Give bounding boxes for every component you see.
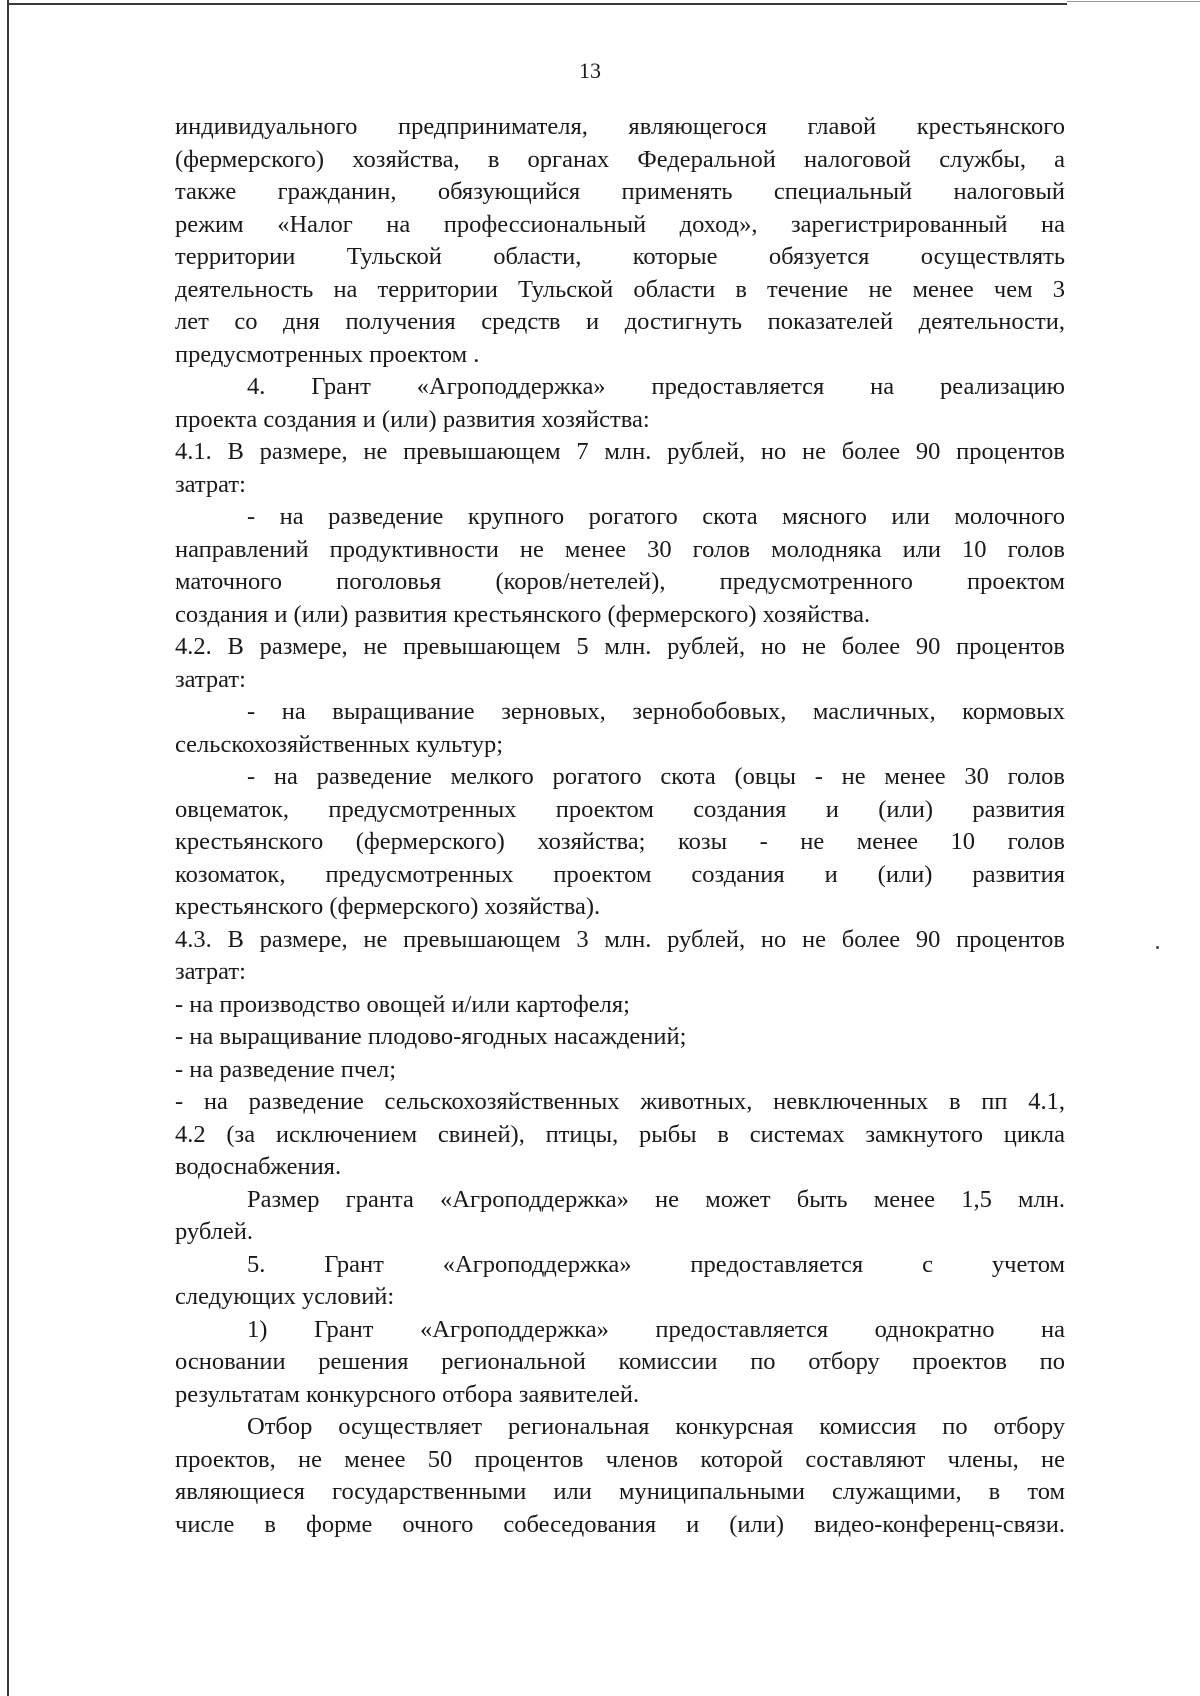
text-line: (фермерского) хозяйства, в органах Федеральной налоговой службы, а [175, 145, 1065, 173]
text-line: следующих условий: [175, 1283, 395, 1310]
text-line: территории Тульской области, которые обязуется осуществлять [175, 243, 1065, 270]
text-line: 1) Грант «Агроподдержка» предоставляется однократно на [247, 1315, 1065, 1343]
text-line: являющиеся государственными или муниципальными служащими, в том [175, 1478, 1065, 1505]
text-line: - на разведение сельскохозяйственных животных, невключенных в пп 4.1, [175, 1088, 1065, 1115]
scan-speck [1156, 946, 1159, 949]
text-line: 4.1. В размере, не превышающем 7 млн. рублей, но не более 90 процентов [175, 438, 1065, 465]
text-line: маточного поголовья (коров/нетелей), предусмотренного проектом [175, 568, 1065, 595]
text-line: 4.2 (за исключением свиней), птицы, рыбы в системах замкнутого цикла [175, 1120, 1065, 1148]
text-line: Отбор осуществляет региональная конкурсная комиссия по отбору [247, 1413, 1065, 1440]
text-line: крестьянского (фермерского) хозяйства). [175, 893, 601, 920]
text-line: крестьянского (фермерского) хозяйства; козы - не менее 10 голов [175, 828, 1065, 855]
text-line: овцематок, предусмотренных проектом создания и (или) развития [175, 795, 1065, 823]
text-line: числе в форме очного собеседования и (или) видео-конференц-связи. [175, 1510, 1065, 1538]
text-line: затрат: [175, 958, 246, 985]
scan-border-top-right [1067, 1, 1200, 2]
text-line: проекта создания и (или) развития хозяйства: [175, 405, 650, 433]
text-line: Размер гранта «Агроподдержка» не может быть менее 1,5 млн. [247, 1185, 1065, 1213]
scan-border-top [7, 3, 1067, 5]
text-line: рублей. [175, 1218, 254, 1245]
text-line: сельскохозяйственных культур; [175, 730, 504, 758]
text-line: - на выращивание зерновых, зернобобовых, масличных, кормовых [247, 698, 1065, 725]
text-line: основании решения региональной комиссии по отбору проектов по [175, 1348, 1065, 1375]
text-line: - на разведение пчел; [175, 1055, 397, 1083]
text-line: - на разведение мелкого рогатого скота (овцы - не менее 30 голов [247, 763, 1065, 790]
text-line: козоматок, предусмотренных проектом создания и (или) развития [175, 860, 1065, 888]
page-number: 13 [579, 58, 601, 83]
text-line: деятельность на территории Тульской области в течение не менее чем 3 [175, 275, 1065, 303]
text-line: также гражданин, обязующийся применять специальный налоговый [175, 178, 1065, 205]
text-line: 4.3. В размере, не превышающем 3 млн. рублей, но не более 90 процентов [175, 925, 1065, 953]
text-line: 5. Грант «Агроподдержка» предоставляется с учетом [247, 1250, 1065, 1278]
text-line: создания и (или) развития крестьянского (фермерского) хозяйства. [175, 600, 871, 628]
text-line: 4.2. В размере, не превышающем 5 млн. рублей, но не более 90 процентов [175, 633, 1065, 660]
text-line: предусмотренных проектом . [175, 340, 480, 368]
text-line: затрат: [175, 665, 246, 693]
document-body [175, 111, 1065, 1541]
text-line: направлений продуктивности не менее 30 голов молодняка или 10 голов [175, 535, 1065, 563]
text-line: результатам конкурсного отбора заявителей. [175, 1380, 640, 1408]
text-line: водоснабжения. [175, 1153, 342, 1180]
text-line: индивидуального предпринимателя, являющегося главой крестьянского [175, 113, 1065, 140]
text-line: - на выращивание плодово-ягодных насаждений; [175, 1023, 687, 1050]
text-line: затрат: [175, 470, 246, 498]
text-line: 4. Грант «Агроподдержка» предоставляется на реализацию [247, 373, 1065, 400]
text-line: - на разведение крупного рогатого скота мясного или молочного [247, 503, 1065, 530]
text-line: - на производство овощей и/или картофеля; [175, 990, 630, 1018]
text-line: проектов, не менее 50 процентов членов которой составляют члены, не [175, 1445, 1065, 1473]
text-line: режим «Налог на профессиональный доход», зарегистрированный на [175, 210, 1065, 238]
scan-border-left [7, 0, 9, 1696]
text-line: лет со дня получения средств и достигнуть показателей деятельности, [175, 308, 1065, 335]
